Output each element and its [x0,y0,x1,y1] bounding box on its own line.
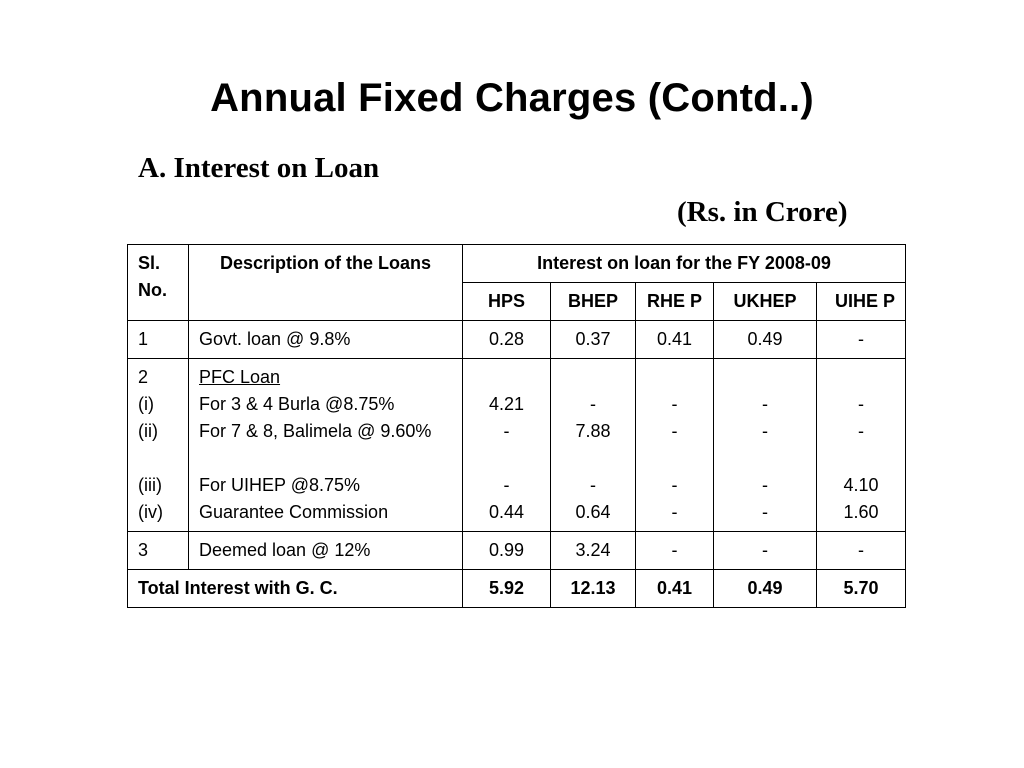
total-hps: 5.92 [463,570,551,608]
total-bhep: 12.13 [551,570,636,608]
sl-item: (i) [138,394,154,414]
sl-item: 2 [138,367,149,387]
value-item: 1.60 [843,502,879,522]
header-ukhep: UKHEP [714,283,817,321]
cell-ukhep-stack [714,359,817,532]
slide-title: Annual Fixed Charges (Contd..) [210,76,814,120]
header-uihep: UIHE P [817,283,906,321]
interest-table [127,244,906,608]
header-rhep: RHE P [636,283,714,321]
cell-rhep: - [636,532,714,570]
value-item: - [590,394,596,414]
cell-sl: 3 [128,532,189,570]
sl-item: (iv) [138,502,163,522]
header-row-1 [128,245,906,283]
desc-item: For 3 & 4 Burla @8.75% [199,394,395,414]
cell-sl: 1 [128,321,189,359]
cell-ukhep: 0.49 [714,321,817,359]
cell-ukhep: - [714,532,817,570]
value-item: 7.88 [575,421,611,441]
value-item: 0.44 [488,502,525,522]
unit-note: (Rs. in Crore) [677,196,848,228]
cell-hps: 0.99 [463,532,551,570]
sl-item: (iii) [138,475,162,495]
header-hps: HPS [463,283,551,321]
sl-item: (ii) [138,421,158,441]
header-group: Interest on loan for the FY 2008-09 [463,245,906,283]
cell-uihep: - [817,321,906,359]
value-item: - [858,394,865,414]
cell-uihep-stack [817,359,906,532]
cell-rhep: 0.41 [636,321,714,359]
cell-bhep: 3.24 [551,532,636,570]
total-rhep: 0.41 [636,570,714,608]
value-item: - [762,502,768,522]
cell-hps: 0.28 [463,321,551,359]
value-item: - [762,421,768,441]
value-item: 0.64 [575,502,611,522]
header-sl-no: Sl. No. [128,245,189,321]
value-item: - [762,394,768,414]
cell-bhep-stack [551,359,636,532]
section-subtitle: A. Interest on Loan [138,152,380,184]
value-item: - [503,421,510,441]
pfc-loan-heading: PFC Loan [199,367,281,387]
cell-desc-stack [189,359,463,532]
value-item: - [590,475,596,495]
value-item: 4.21 [488,394,525,414]
value-item: - [762,475,768,495]
value-item: - [671,394,678,414]
cell-rhep-stack [636,359,714,532]
value-item: - [671,475,678,495]
value-item: - [671,502,678,522]
value-item: - [671,421,678,441]
total-uihep: 5.70 [817,570,906,608]
table-row [128,532,906,570]
total-row [128,570,906,608]
desc-item: Guarantee Commission [199,502,389,522]
cell-bhep: 0.37 [551,321,636,359]
table-row [128,359,906,532]
desc-item: For 7 & 8, Balimela @ 9.60% [199,421,432,441]
header-description: Description of the Loans [189,245,463,321]
header-bhep: BHEP [551,283,636,321]
table-row [128,321,906,359]
total-label: Total Interest with G. C. [128,570,463,608]
value-item: 4.10 [843,475,879,495]
total-ukhep: 0.49 [714,570,817,608]
value-item: - [503,475,510,495]
cell-hps-stack [463,359,551,532]
cell-desc: Deemed loan @ 12% [189,532,463,570]
cell-desc: Govt. loan @ 9.8% [189,321,463,359]
desc-item: For UIHEP @8.75% [199,475,360,495]
cell-uihep: - [817,532,906,570]
value-item: - [858,421,865,441]
cell-sl-stack [128,359,189,532]
